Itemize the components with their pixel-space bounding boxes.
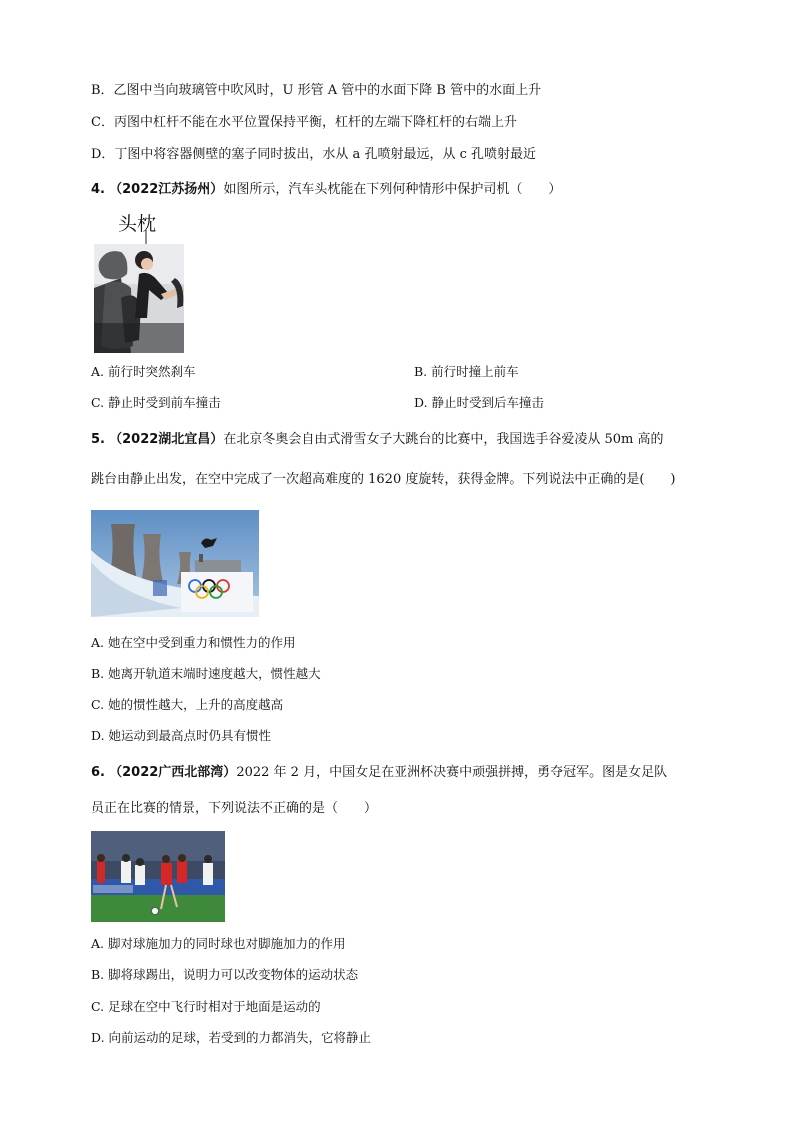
question-4-option-c: C. 静止时受到前车撞击 xyxy=(91,395,221,410)
question-5-stem-line2: 跳台由静止出发，在空中完成了一次超高难度的 1620 度旋转，获得金牌。下列说法中正确的是( ) xyxy=(91,472,676,487)
question-text: 如图所示，汽车头枕能在下列何种情形中保护司机（ ） xyxy=(223,182,562,197)
question-5-option-b: B. 她离开轨道末端时速度越大，惯性越大 xyxy=(91,666,321,681)
question-source: （2022江苏扬州） xyxy=(109,182,224,197)
ski-jump-photo xyxy=(91,510,259,617)
question-6-stem-line2: 员正在比赛的情景，下列说法不正确的是（ ） xyxy=(91,801,378,816)
prev-option-b: B．乙图中当向玻璃管中吹风时，U 形管 A 管中的水面下降 B 管中的水面上升 xyxy=(91,83,542,98)
question-source: （2022广西北部湾） xyxy=(109,765,237,780)
question-5-option-c: C. 她的惯性越大，上升的高度越高 xyxy=(91,697,284,712)
question-4-option-b: B. 前行时撞上前车 xyxy=(414,364,519,379)
question-6-option-a: A. 脚对球施加力的同时球也对脚施加力的作用 xyxy=(91,936,346,951)
question-number: 6. xyxy=(91,765,105,780)
question-number: 4. xyxy=(91,182,105,197)
headrest-label: 头枕 xyxy=(118,213,157,235)
headrest-photo xyxy=(91,228,186,354)
question-6-option-b: B. 脚将球踢出，说明力可以改变物体的运动状态 xyxy=(91,967,359,982)
question-6-option-d: D. 向前运动的足球，若受到的力都消失，它将静止 xyxy=(91,1030,372,1045)
football-photo xyxy=(91,831,225,922)
question-4-option-d: D. 静止时受到后车撞击 xyxy=(414,395,545,410)
question-4-option-a: A. 前行时突然刹车 xyxy=(91,364,196,379)
question-text: 在北京冬奥会自由式滑雪女子大跳台的比赛中，我国选手谷爱凌从 50m 高的 xyxy=(223,432,664,447)
question-source: （2022湖北宜昌） xyxy=(109,432,224,447)
question-6-option-c: C. 足球在空中飞行时相对于地面是运动的 xyxy=(91,999,321,1014)
question-number: 5. xyxy=(91,432,105,447)
prev-option-c: C．丙图中杠杆不能在水平位置保持平衡，杠杆的左端下降杠杆的右端上升 xyxy=(91,115,517,130)
question-text: 2022 年 2 月，中国女足在亚洲杯决赛中顽强拼搏，勇夺冠军。图是女足队 xyxy=(236,765,668,780)
prev-option-d: D．丁图中将容器侧壁的塞子同时拔出，水从 a 孔喷射最远，从 c 孔喷射最近 xyxy=(91,147,536,162)
question-5-option-a: A. 她在空中受到重力和惯性力的作用 xyxy=(91,635,296,650)
question-5-option-d: D. 她运动到最高点时仍具有惯性 xyxy=(91,728,272,743)
question-5-stem-line1 xyxy=(91,430,663,450)
question-4-stem xyxy=(91,180,561,200)
question-6-stem-line1 xyxy=(91,763,667,783)
